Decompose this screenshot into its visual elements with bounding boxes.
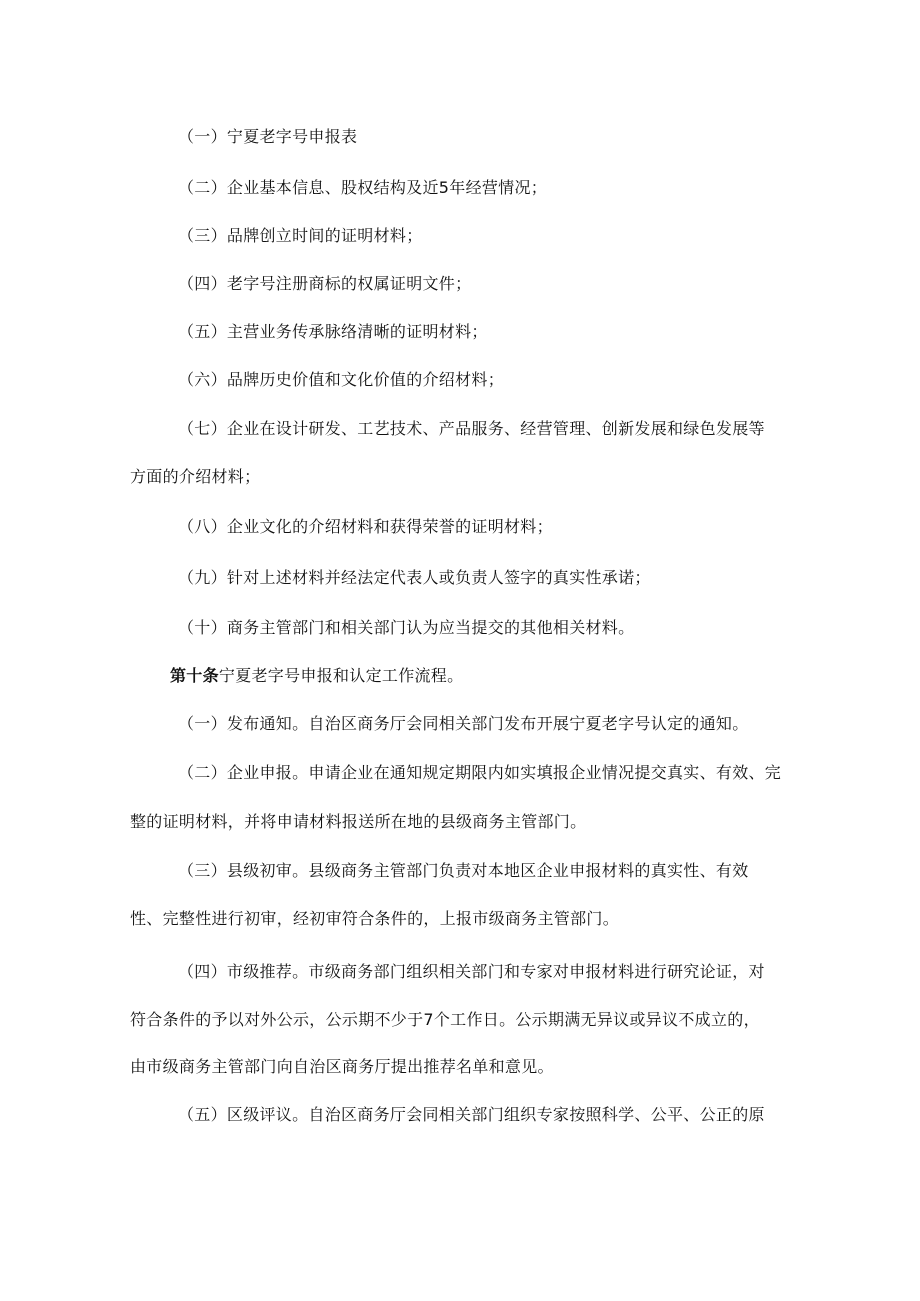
list-item-7-line2: 方面的介绍材料；: [130, 467, 261, 486]
list-item-6: （六）品牌历史价值和文化价值的介绍材料；: [178, 370, 505, 389]
step-2-line2: 整的证明材料，并将申请材料报送所在地的县级商务主管部门。: [130, 812, 587, 831]
step-5-line1: （五）区级评议。自治区商务厅会同相关部门组织专家按照科学、公平、公正的原: [178, 1105, 765, 1124]
list-item-7-line1: （七）企业在设计研发、工艺技术、产品服务、经营管理、创新发展和绿色发展等: [178, 419, 765, 438]
step-3-line2: 性、完整性进行初审，经初审符合条件的，上报市级商务主管部门。: [130, 909, 620, 928]
step-3-line1: （三）县级初审。县级商务主管部门负责对本地区企业申报材料的真实性、有效: [178, 861, 749, 880]
list-item-8: （八）企业文化的介绍材料和获得荣誉的证明材料；: [178, 517, 553, 536]
step-4-line1: （四）市级推荐。市级商务部门组织相关部门和专家对申报材料进行研究论证，对: [178, 962, 765, 981]
list-item-9: （九）针对上述材料并经法定代表人或负责人签字的真实性承诺；: [178, 568, 651, 587]
list-item-2: （二）企业基本信息、股权结构及近5年经营情况；: [178, 178, 548, 197]
article-10-label: 第十条: [170, 666, 219, 685]
list-item-3: （三）品牌创立时间的证明材料；: [178, 226, 423, 245]
step-4-line3: 由市级商务主管部门向自治区商务厅提出推荐名单和意见。: [130, 1057, 554, 1076]
step-1: （一）发布通知。自治区商务厅会同相关部门发布开展宁夏老字号认定的通知。: [178, 714, 749, 733]
article-10-heading: [170, 666, 463, 686]
list-item-10: （十）商务主管部门和相关部门认为应当提交的其他相关材料。: [178, 618, 635, 637]
list-item-5: （五）主营业务传承脉络清晰的证明材料；: [178, 322, 488, 341]
step-4-line2: 符合条件的予以对外公示，公示期不少于7个工作日。公示期满无异议或异议不成立的，: [130, 1010, 760, 1029]
list-item-1: （一）宁夏老字号申报表: [178, 127, 358, 146]
step-2-line1: （二）企业申报。申请企业在通知规定期限内如实填报企业情况提交真实、有效、完: [178, 763, 782, 782]
list-item-4: （四）老字号注册商标的权属证明文件；: [178, 274, 472, 293]
article-10-text: 宁夏老字号申报和认定工作流程。: [218, 666, 464, 685]
